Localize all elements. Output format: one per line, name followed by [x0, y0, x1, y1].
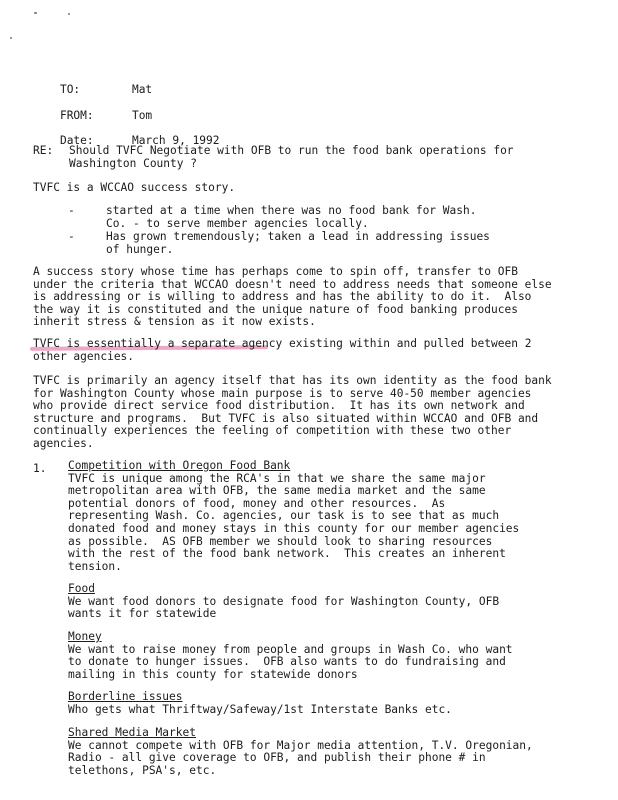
paragraph-line: inherit stress & tension as it now exists. [33, 315, 316, 329]
scan-speck [10, 37, 12, 39]
paragraph-line: under the criteria that WCCAO doesn't need to address needs that someone else [33, 277, 552, 291]
section-body-line: representing Wash. Co. agencies, our task is to see that as much [68, 509, 500, 523]
subsection-heading: Food [68, 582, 95, 595]
paragraph-primary-agency [33, 375, 593, 451]
section-body-line: as possible. AS OFB member we should look to sharing resources [68, 534, 493, 548]
bullet-dash: - [68, 230, 75, 244]
paragraph-line: TVFC is primarily an agency itself that has its own identity as the food bank [33, 374, 552, 387]
re-label: RE: [33, 144, 54, 157]
paragraph-line: agencies. [33, 436, 94, 450]
paragraph-separate-agency [33, 338, 593, 363]
bullet-line: started at a time when there was no food bank for Wash. [106, 204, 477, 217]
paragraph-line: other agencies. [33, 349, 135, 363]
date-label: Date: [59, 134, 94, 147]
date-value: March 9, 1992 [131, 134, 220, 147]
paragraph-line: A success story whose time has perhaps come to spin off, transfer to OFB [33, 265, 518, 278]
intro-line [33, 182, 593, 195]
paragraph-spin-off [33, 266, 593, 329]
bullet-line: Has grown tremendously; taken a lead in addressing issues [106, 230, 490, 244]
subsection-body-line: Who gets what Thriftway/Safeway/1st Interstate Banks etc. [68, 702, 452, 716]
subsection-body-line: telethons, PSA's, etc. [68, 763, 217, 777]
bullet-line: of hunger. [106, 242, 174, 256]
to-label: TO: [59, 83, 81, 96]
re-line: Washington County ? [69, 156, 197, 170]
section-body-line: potential donors of food, money and other resources. As [68, 496, 446, 510]
section-body-line: donated food and money stays in this county for our member agencies [68, 521, 520, 535]
subsection-food [68, 583, 598, 621]
subsection-body-line: wants it for statewide [68, 607, 217, 621]
subsection-body-line: to donate to hunger issues. OFB also wants to do fundraising and [68, 655, 506, 669]
paragraph-text: existing within and pulled between 2 [282, 337, 532, 350]
section-number: 1. [33, 462, 47, 475]
bullet-item [68, 205, 538, 230]
re-line: Should TVFC Negotiate with OFB to run the food bank operations for [69, 144, 514, 157]
subsection-body-line: mailing in this county for statewide donors [68, 667, 358, 681]
intro-text: TVFC is a WCCAO success story. [33, 181, 236, 194]
subsection-body-line: Radio - all give coverage to OFB, and publish their phone # in [68, 751, 486, 765]
bullet-list [68, 205, 538, 257]
subsection-borderline [68, 691, 598, 716]
scan-speck [68, 13, 70, 15]
scan-speck [34, 12, 37, 14]
section-body-line: TVFC is unique among the RCA's in that we share the same major [68, 471, 486, 485]
subsection-body-line: We cannot compete with OFB for Major media attention, T.V. Oregonian, [68, 738, 533, 752]
paragraph-line: for Washington County whose main purpose is to serve 40-50 member agencies [33, 386, 532, 400]
section-heading: Competition with Oregon Food Bank [68, 459, 291, 472]
highlighted-text: TVFC is essentially a separate agency [33, 337, 283, 350]
bullet-dash: - [68, 204, 75, 217]
section-body-line: with the rest of the food bank network. This creates an inherent [68, 547, 506, 561]
subsection-heading: Money [68, 630, 102, 643]
from-label: FROM: [59, 109, 94, 122]
section-body-line: tension. [68, 559, 122, 573]
section-competition [68, 460, 598, 573]
from-value: Tom [131, 109, 153, 122]
paragraph-line: who provide direct service food distribution. It has its own network and [33, 399, 525, 413]
subsection-body-line: We want to raise money from people and groups in Wash Co. who want [68, 642, 513, 656]
subsection-media [68, 727, 598, 777]
section-body-line: metropolitan area with OFB, the same media market and the same [68, 484, 486, 498]
subsection-heading: Shared Media Market [68, 726, 196, 739]
subsection-heading: Borderline issues [68, 690, 183, 703]
re-subject [69, 145, 589, 170]
bullet-item [68, 231, 538, 256]
bullet-line: Co. - to serve member agencies locally. [106, 216, 369, 230]
paragraph-line: is addressing or is willing to address and has the ability to do it. Also [33, 290, 532, 304]
paragraph-line: structure and programs. But TVFC is also situated within WCCAO and OFB and [33, 411, 539, 425]
to-value: Mat [131, 83, 153, 96]
subsection-money [68, 631, 598, 681]
paragraph-line: the way it is constituted and the unique nature of food banking produces [33, 302, 518, 316]
subsection-body-line: We want food donors to designate food for Washington County, OFB [68, 594, 500, 608]
paragraph-line: continually experiences the feeling of competition with these two other [33, 424, 512, 438]
